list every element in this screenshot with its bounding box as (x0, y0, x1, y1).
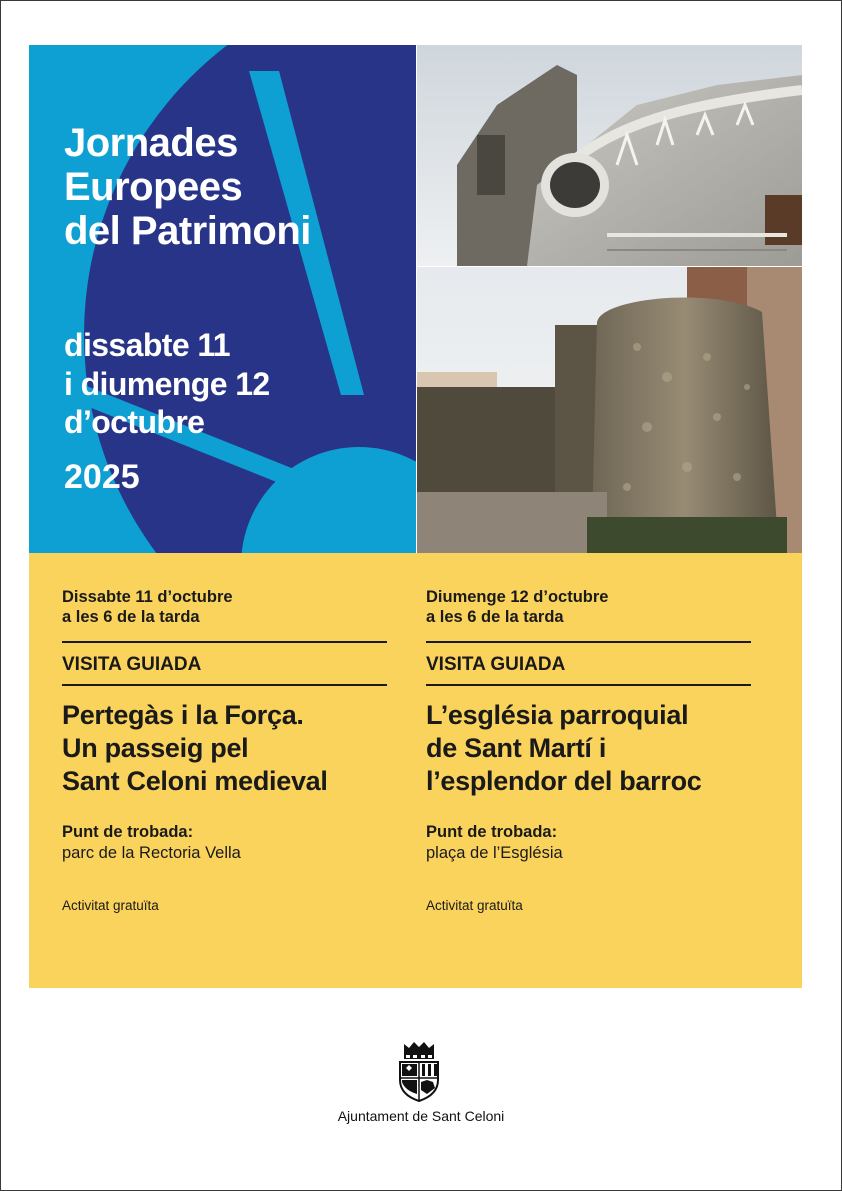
hero-section (29, 45, 802, 553)
council-name: Ajuntament de Sant Celoni (337, 1108, 505, 1124)
price-note: Activitat gratuïta (426, 898, 523, 913)
date-line: dissabte 11 (64, 327, 230, 363)
hero-graphic-panel (29, 45, 416, 553)
divider (62, 641, 387, 643)
meeting-point-label: Punt de trobada: (426, 823, 558, 841)
divider (426, 641, 751, 643)
date-line: i diumenge 12 (64, 366, 270, 402)
municipal-coat-of-arms-icon (398, 1040, 440, 1102)
medieval-tower-photo (417, 267, 802, 553)
event-datetime: Diumenge 12 d’octubre a les 6 de la tarda (426, 588, 609, 626)
meeting-point-label: Punt de trobada: (62, 823, 194, 841)
title-line: Jornades (64, 121, 238, 165)
event-title: L’església parroquial de Sant Martí i l’esplendor del barroc (426, 700, 702, 796)
event-type: VISITA GUIADA (62, 654, 202, 675)
title-line: Europees (64, 165, 243, 209)
event-title: Pertegàs i la Força. Un passeig pel Sant Celoni medieval (62, 700, 328, 796)
event-type: VISITA GUIADA (426, 654, 566, 675)
title-line: del Patrimoni (64, 209, 311, 253)
meeting-point-place: plaça de l’Església (426, 844, 563, 862)
meeting-point-place: parc de la Rectoria Vella (62, 844, 241, 862)
price-note: Activitat gratuïta (62, 898, 159, 913)
event-datetime: Dissabte 11 d’octubre a les 6 de la tarda (62, 588, 233, 626)
church-facade-photo (417, 45, 802, 266)
event-year: 2025 (64, 458, 140, 496)
divider (426, 684, 751, 686)
divider (62, 684, 387, 686)
date-line: d’octubre (64, 404, 205, 440)
events-panel (29, 553, 802, 988)
